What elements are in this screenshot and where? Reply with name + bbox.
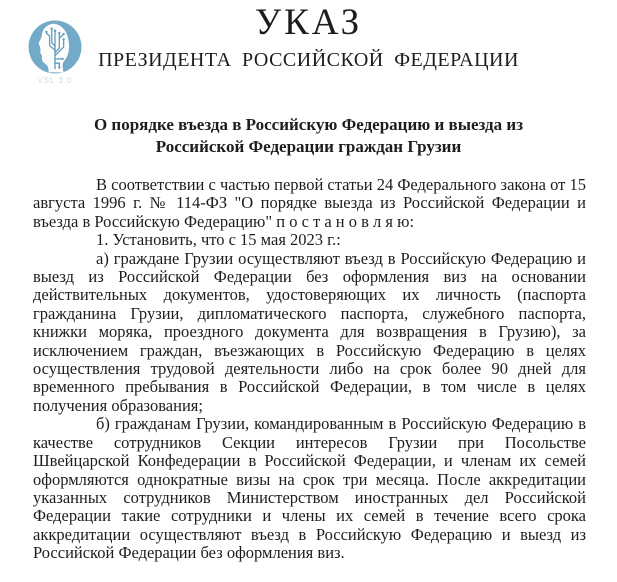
document-heading-line1: О порядке въезда в Российскую Федерацию и выезда из xyxy=(93,115,524,134)
paragraph: В соответствии с частью первой статьи 24 Федерального закона от 15 августа 1996 г. № 114-ФЗ "О порядке выезда из Российской Федерации и въезда в Российскую Федерацию" п о с т а н о в л я ю: xyxy=(33,175,586,231)
channel-logo xyxy=(28,20,82,85)
paragraph: б) гражданам Грузии, командированным в Российскую Федерацию в качестве сотрудников Секции интересов Грузии при Посольстве Швейцарской Конфедерации в Российской Федерации, и членам их семей оформляются однократные визы на срок три месяца. После аккредитации указанных сотрудников Министерством иностранных дел Российской Федерации такие сотрудники и члены их семей в течение всего срока аккредитации осуществляют въезд в Российскую Федерацию и выезд из Российской Федерации без оформления виз. xyxy=(33,414,586,563)
document-body xyxy=(33,176,586,563)
document-heading xyxy=(0,114,617,158)
document-heading-line2: Российской Федерации граждан Грузии xyxy=(155,137,462,156)
decree-subtitle: ПРЕЗИДЕНТА РОССИЙСКОЙ ФЕДЕРАЦИИ xyxy=(98,49,519,71)
head-circuit-icon xyxy=(28,20,82,74)
paragraph: а) граждане Грузии осуществляют въезд в Российскую Федерацию и выезд из Российской Федерации без оформления виз на основании действительных документов, удостоверяющих их личность (паспорта гражданина Грузии, дипломатического паспорта, служебного паспорта, книжки моряка, проездного документа для возвращения в Грузию), за исключением граждан, въезжающих в Российскую Федерацию в целях осуществления трудовой деятельности либо на срок более 90 дней для временного пребывания в Российской Федерации, в том числе в целях получения образования; xyxy=(33,248,586,415)
logo-caption: VSL 3.0 xyxy=(37,76,73,85)
decree-title: УКАЗ xyxy=(254,2,363,43)
paragraph: 1. Установить, что с 15 мая 2023 г.: xyxy=(96,230,341,250)
document-header xyxy=(0,0,617,158)
